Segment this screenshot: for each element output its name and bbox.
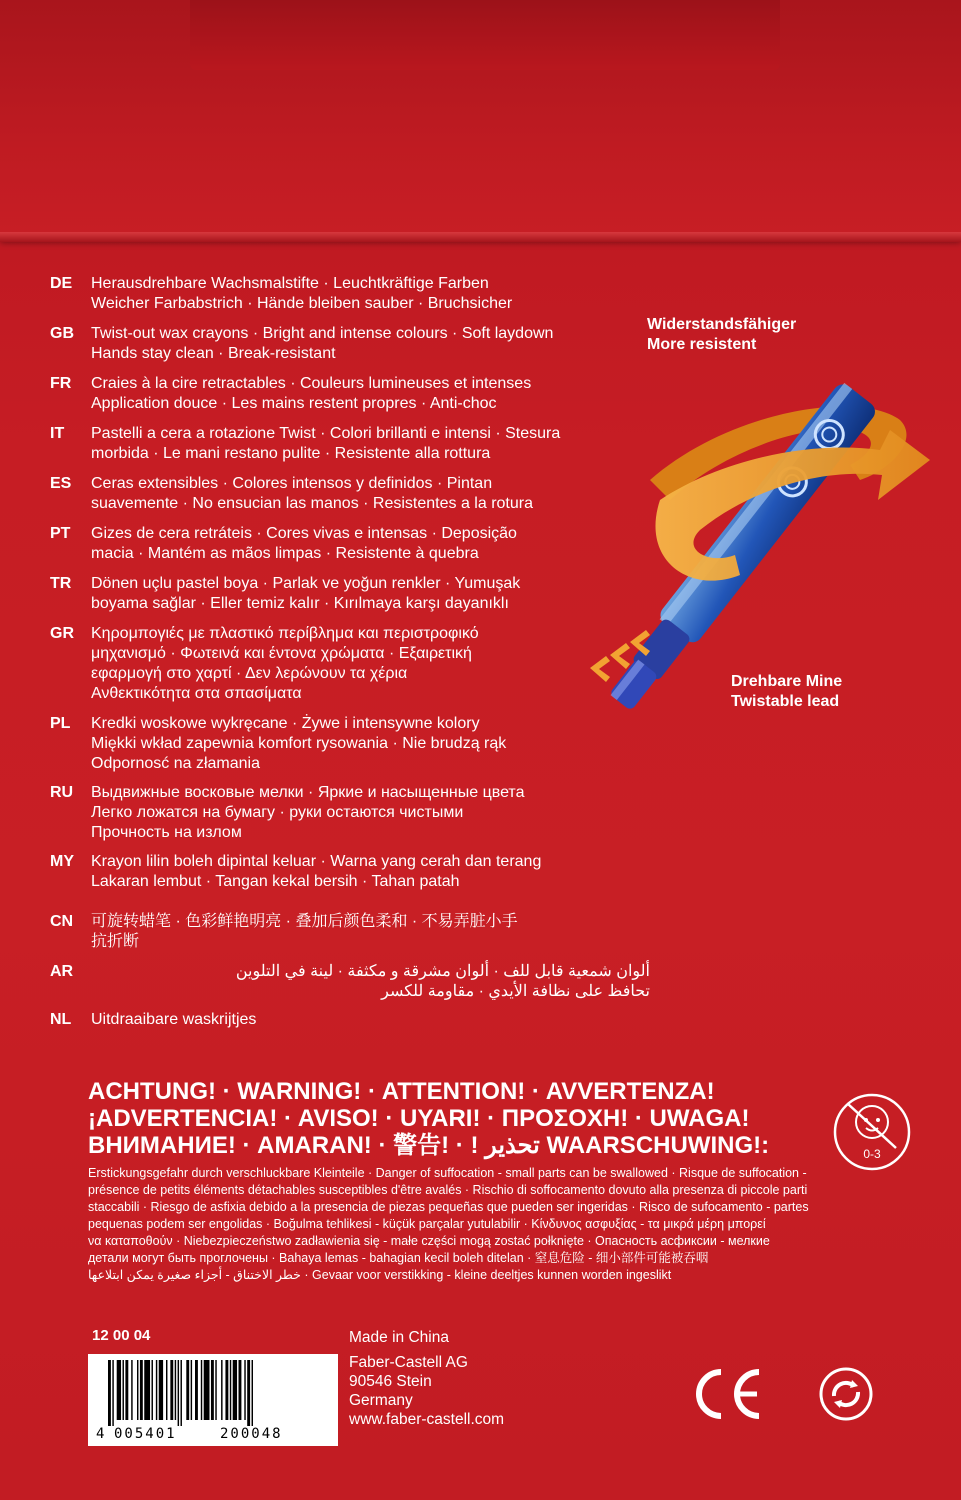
warning-detail-line: خطر الاختناق - أجزاء صغيرة يمكن ابتلاعها · Gevaar voor verstikking - kleine deeltjes kunnen worden ingeslikt: [88, 1268, 672, 1282]
language-text: [91, 852, 631, 892]
barcode-bar: [131, 1360, 132, 1420]
barcode-bar: [170, 1360, 173, 1420]
barcode-first-digit: 4: [96, 1426, 105, 1442]
language-code: FR: [50, 375, 72, 392]
barcode-bar: [247, 1360, 250, 1426]
barcode-bar: [191, 1360, 192, 1420]
language-text-line: Krayon lilin boleh dipintal keluar · Warna yang cerah dan terang: [91, 853, 542, 870]
warning-detail-line: να καταποθούν · Niebezpieczeństwo zadławienia się - małe części mogą zostać połknięte · Опасность асфиксии - мелкие: [88, 1234, 770, 1248]
language-text: [91, 324, 631, 364]
language-text: [91, 474, 631, 514]
barcode-bar: [123, 1360, 124, 1420]
language-text-line: 抗折断: [91, 933, 140, 950]
crayon-illustration: [560, 350, 940, 710]
feature-resistant: [647, 315, 796, 355]
barcode-bar: [244, 1360, 245, 1420]
language-text-line: Lakaran lembut · Tangan kekal bersih · Tahan patah: [91, 873, 460, 890]
language-code: PL: [50, 715, 71, 732]
language-text-line: Ceras extensibles · Colores intensos y definidos · Pintan: [91, 475, 493, 492]
warning-detail-line: Erstickungsgefahr durch verschluckbare Kleinteile · Danger of suffocation - small parts can be swallowed · Risque de suffocation -: [88, 1166, 807, 1180]
feature-twistable-de: Drehbare Mine: [731, 673, 843, 690]
barcode-bar: [108, 1360, 111, 1426]
barcode-bar: [195, 1360, 198, 1420]
warning-detail-line: staccabili · Riesgo de asfixia debido a la presencia de piezas pequeñas que pueden ser ingeridas · Risco de sufocamento - partes: [88, 1200, 809, 1214]
language-text-line: Pastelli a cera a rotazione Twist · Colori brillanti e intensi · Stesura: [91, 425, 561, 442]
warning-headlines: [88, 1078, 828, 1159]
feature-resistant-en: More resistent: [647, 336, 757, 353]
barcode-left-digits: 005401: [114, 1426, 177, 1442]
language-code: ES: [50, 475, 72, 492]
language-text-line: εφαρμογή στο χαρτί · Δεν λερώνουν τα χέρια: [91, 665, 408, 682]
barcode-bar: [152, 1360, 153, 1420]
language-text-line: Выдвижные восковые мелки · Яркие и насыщенные цвета: [91, 784, 525, 801]
language-code: CN: [50, 913, 74, 930]
language-text-line: Herausdrehbare Wachsmalstifte · Leuchtkräftige Farben: [91, 275, 489, 292]
language-text-line: Weicher Farbabstrich · Hände bleiben sauber · Bruchsicher: [91, 295, 513, 312]
barcode-bar: [215, 1360, 216, 1420]
language-text-line: μηχανισμό · Φωτεινά και έντονα χρώματα · Εξαιρετική: [91, 645, 472, 662]
language-text: [91, 783, 631, 843]
warning-detail-line: pequenas podem ser engolidas · Boğulma tehlikesi - küçük parçalar yutulabilir · Κίνδυνος ασφυξίας - τα μικρά μέρη μπορεί: [88, 1217, 766, 1231]
language-text-line: boyama sağlar · Eller temiz kalır · Kırılmaya karşı dayanıklı: [91, 595, 509, 612]
flap-tab: [190, 0, 780, 70]
barcode-bar: [112, 1360, 113, 1426]
language-code: IT: [50, 425, 65, 442]
barcode-bar: [181, 1360, 182, 1426]
language-text-line: morbida · Le mani restano pulite · Resistente alla rottura: [91, 445, 491, 462]
company-name: Faber-Castell AG: [349, 1354, 468, 1371]
barcode-bar: [211, 1360, 214, 1420]
barcode-bar: [239, 1360, 242, 1420]
barcode-bar: [233, 1360, 237, 1420]
barcode-bar: [178, 1360, 179, 1426]
language-text-line: Odpornosć na złamania: [91, 755, 260, 772]
feature-twistable-en: Twistable lead: [731, 693, 840, 710]
language-text-line: Прочность на излом: [91, 824, 242, 841]
barcode-right-digits: 200048: [220, 1426, 283, 1442]
flap-edge: [0, 232, 961, 242]
language-text: [91, 524, 631, 564]
language-text: [91, 912, 631, 952]
language-text-line: Uitdraaibare waskrijtjes: [91, 1011, 257, 1028]
barcode-bar: [140, 1360, 143, 1420]
language-code: GB: [50, 325, 74, 342]
barcode-bar: [225, 1360, 228, 1420]
barcode-bar: [117, 1360, 121, 1420]
language-text: [91, 624, 631, 704]
language-text-line: Dönen uçlu pastel boya · Parlak ve yoğun renkler · Yumuşak: [91, 575, 521, 592]
recycle-icon: [818, 1366, 874, 1427]
language-text: [91, 1010, 631, 1030]
language-code: RU: [50, 784, 74, 801]
warning-line: ACHTUNG! · WARNING! · ATTENTION! · AVVERTENZA!: [88, 1078, 715, 1105]
language-text-line: Легко ложатся на бумагу · руки остаются чистыми: [91, 804, 464, 821]
barcode-bar: [156, 1360, 157, 1420]
company-country: Germany: [349, 1392, 413, 1409]
barcode-bar: [204, 1360, 210, 1420]
company-website: www.faber-castell.com: [349, 1411, 505, 1428]
language-text: [230, 962, 650, 1002]
barcode-bar: [221, 1360, 222, 1420]
barcode-bar: [137, 1360, 138, 1420]
language-code: DE: [50, 275, 73, 292]
language-code: TR: [50, 575, 72, 592]
company-postcode: 90546 Stein: [349, 1373, 432, 1390]
warning-line: ВНИМАНИЕ! · AMARAN! · 警告! · ! تحذير WAARSCHUWING!:: [88, 1132, 770, 1159]
barcode-bar: [175, 1360, 176, 1420]
language-text: [91, 574, 631, 614]
language-code: MY: [50, 853, 74, 870]
language-text-line: suavemente · No ensucian las manos · Resistentes a la rotura: [91, 495, 533, 512]
language-code: AR: [50, 963, 74, 980]
barcode: [88, 1354, 338, 1446]
language-text-line: Kredki woskowe wykręcane · Żywe i intensywne kolory: [91, 715, 480, 732]
feature-twistable: [731, 672, 842, 712]
barcode-bar: [159, 1360, 163, 1420]
language-code: PT: [50, 525, 71, 542]
warning-detail-line: детали могут быть проглочены · Bahaya lemas - bahagian kecil boleh ditelan · 窒息危险 - 细小部件可能被吞咽: [88, 1251, 709, 1265]
barcode-bar: [252, 1360, 253, 1426]
language-text: [91, 374, 631, 414]
barcode-bar: [125, 1360, 128, 1420]
language-text: [91, 714, 631, 774]
language-text-line: macia · Mantém as mãos limpas · Resistente à quebra: [91, 545, 479, 562]
language-text-line: 可旋转蜡笔 · 色彩鲜艳明亮 · 叠加后颜色柔和 · 不易弄脏小手: [91, 913, 518, 930]
language-text-line: Κηρομπογιές με πλαστικό περίβλημα και περιστροφικό: [91, 625, 479, 642]
language-text: [91, 424, 631, 464]
barcode-bars: [88, 1354, 338, 1426]
warning-detail-line: présence de petits éléments détachables susceptibles d'être avalés · Rischio di soffocamento dovuto alla presenza di piccole parti: [88, 1183, 808, 1197]
made-in: Made in China: [349, 1329, 449, 1346]
language-code: NL: [50, 1011, 72, 1028]
age-warning-icon: [832, 1092, 912, 1172]
barcode-bar: [144, 1360, 150, 1420]
barcode-bar: [230, 1360, 231, 1420]
age-label: 0-3: [863, 1147, 881, 1161]
language-text-line: ألوان شمعية قابل للف · ألوان مشرقة و مكثفة · لينة في التلوين: [235, 963, 650, 980]
top-flap: [0, 0, 961, 240]
product-code: 12 00 04: [92, 1327, 151, 1344]
language-text-line: Twist-out wax crayons · Bright and intense colours · Soft laydown: [91, 325, 554, 342]
ce-mark-icon: [687, 1364, 767, 1429]
language-text-line: Craies à la cire retractables · Couleurs lumineuses et intenses: [91, 375, 532, 392]
warning-details: [88, 1165, 888, 1284]
warning-line: ¡ADVERTENCIA! · AVISO! · UYARI! · ΠΡΟΣΟΧΗ! · UWAGA!: [88, 1105, 750, 1132]
manufacturer-info: [349, 1328, 504, 1429]
barcode-bar: [201, 1360, 202, 1420]
language-text-line: تحافظ على نظافة الأيدي · مقاومة للكسر: [381, 983, 650, 1000]
language-text-line: Application douce · Les mains restent propres · Anti-choc: [91, 395, 497, 412]
language-text-line: Ανθεκτικότητα στα σπασίματα: [91, 685, 302, 702]
barcode-bar: [186, 1360, 189, 1420]
language-text-line: Miękki wkład zapewnia komfort rysowania · Nie brudzą rąk: [91, 735, 507, 752]
language-text-line: Hands stay clean · Break-resistant: [91, 345, 336, 362]
feature-resistant-de: Widerstandsfähiger: [647, 316, 797, 333]
barcode-bar: [166, 1360, 167, 1420]
language-text: [91, 274, 631, 314]
language-text-line: Gizes de cera retráteis · Cores vivas e intensas · Deposição: [91, 525, 517, 542]
language-code: GR: [50, 625, 74, 642]
